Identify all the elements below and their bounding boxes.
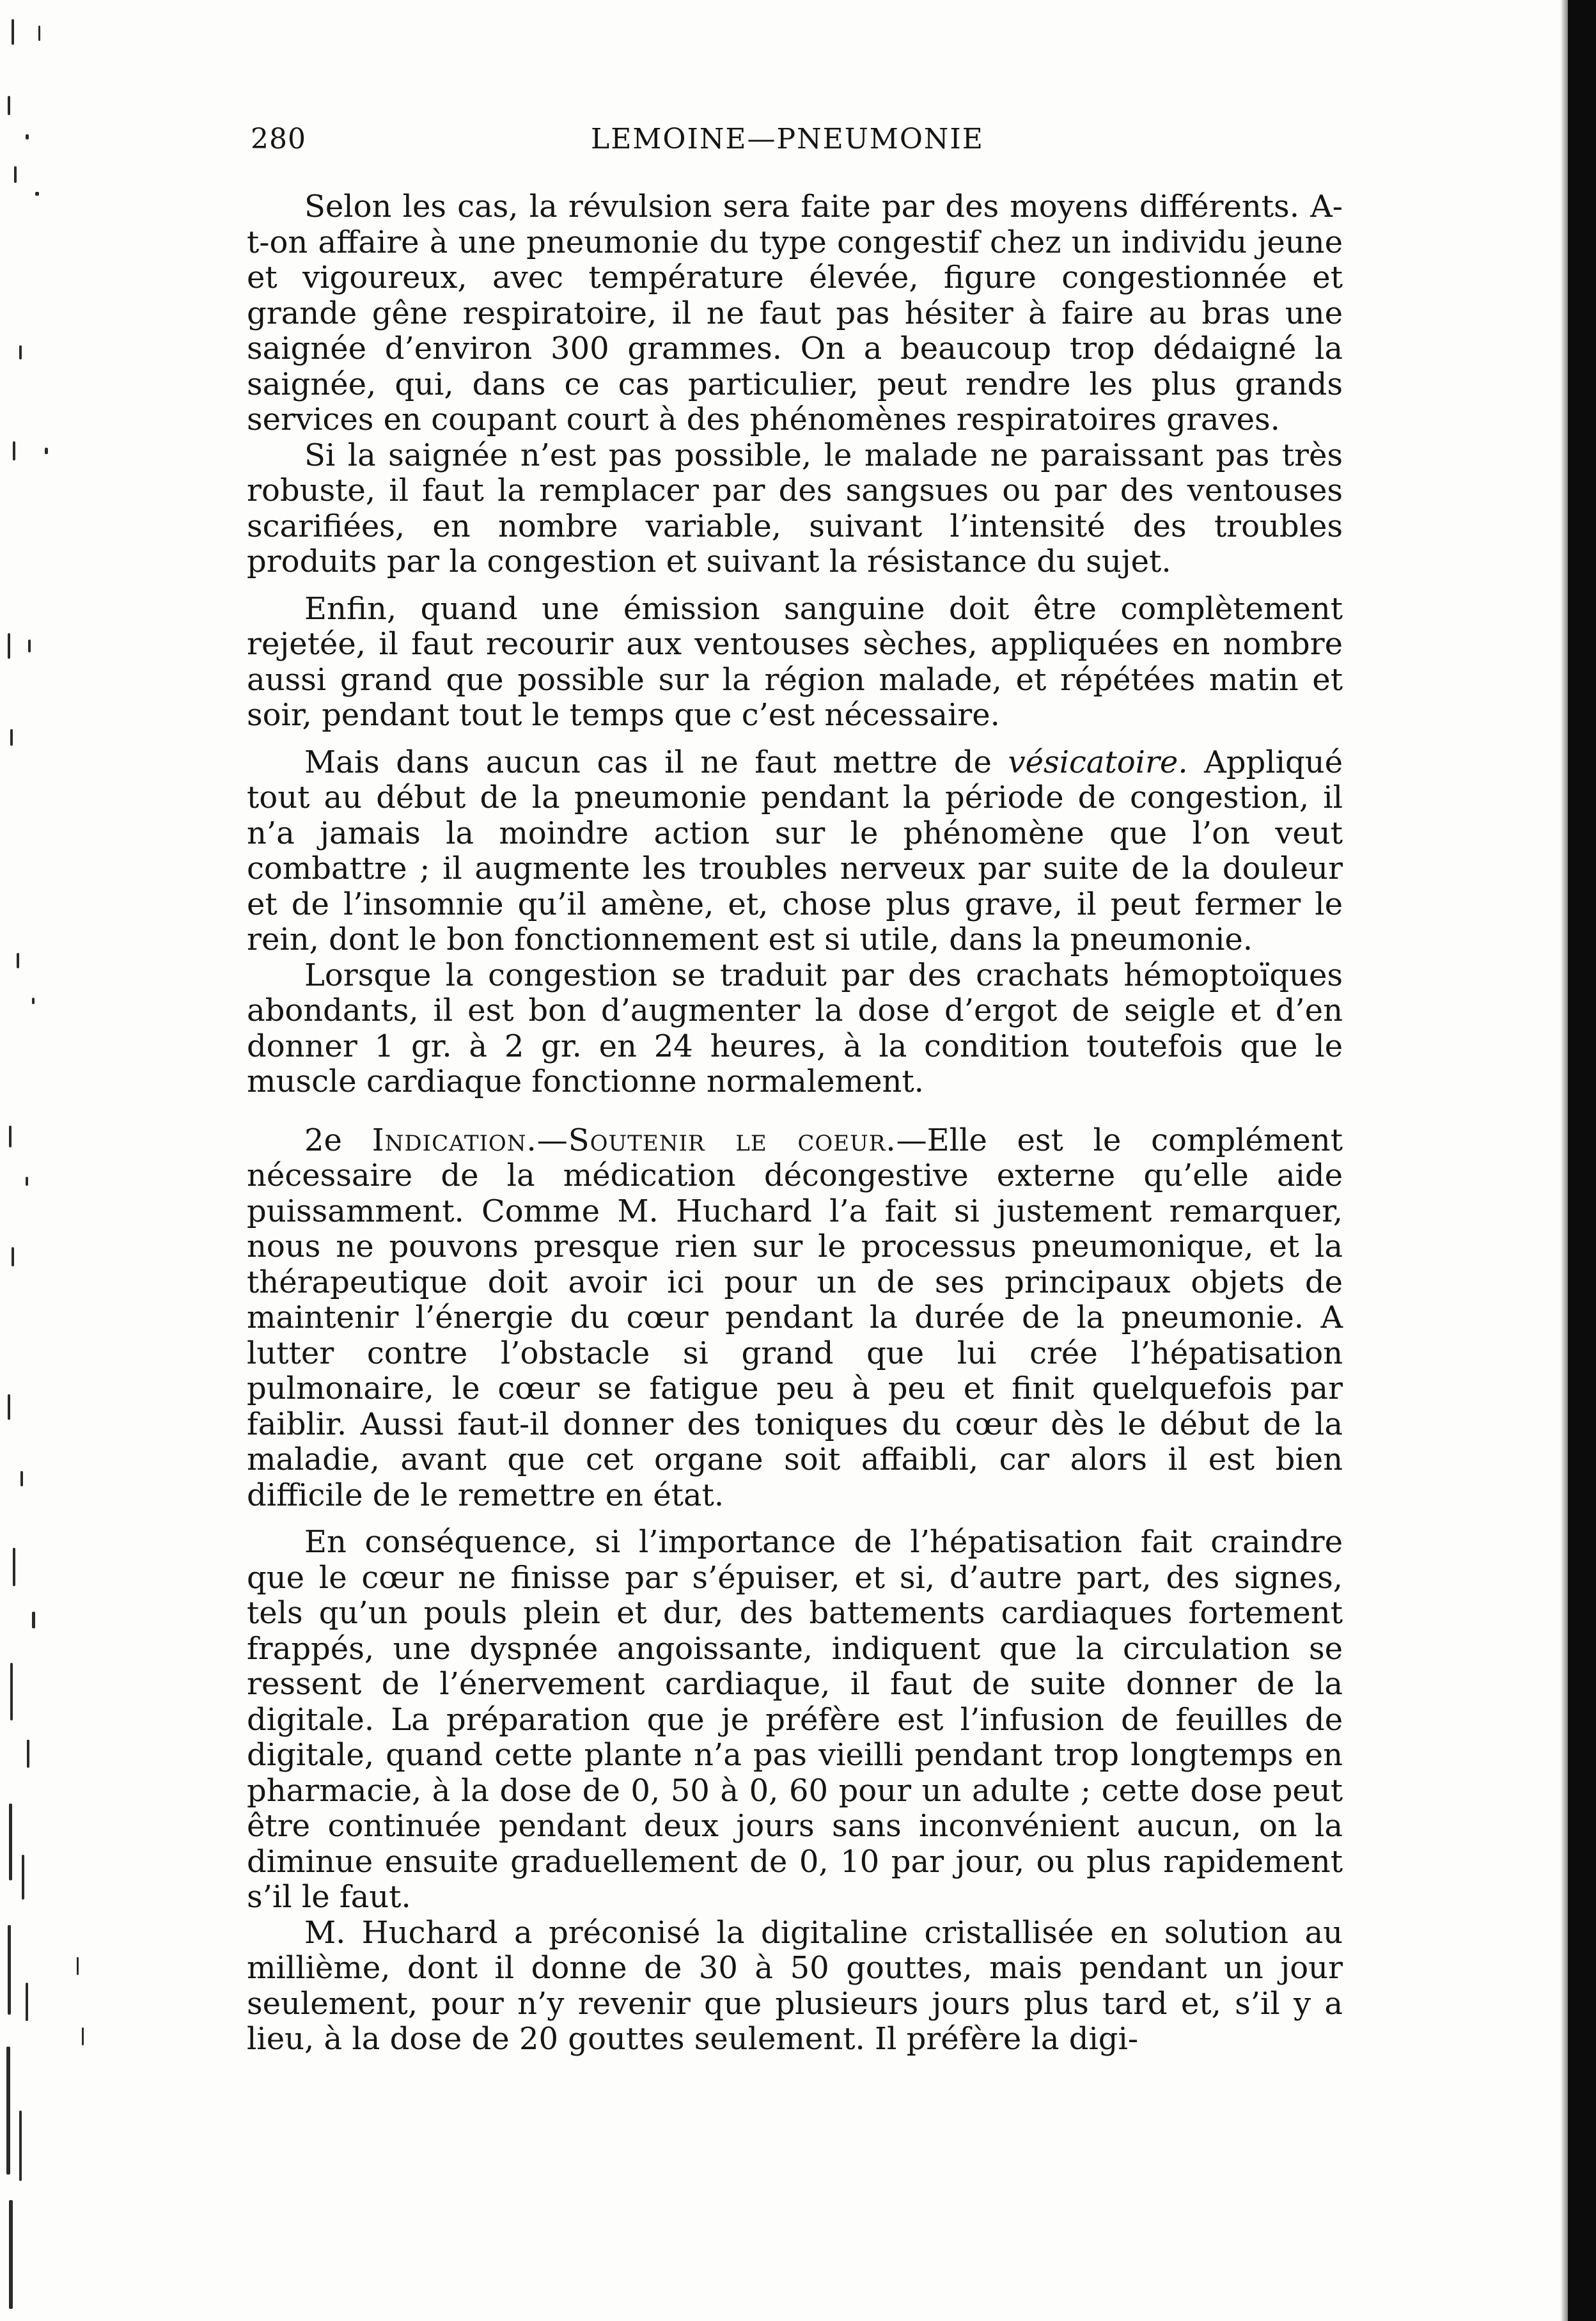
paragraph (247, 745, 1343, 958)
section-heading: Indication.—Soutenir le coeur. (372, 1122, 896, 1158)
paragraph-text: —Elle est le complément nécessaire de la médication décongestive externe qu’elle aide puissamment. Comme M. Huchard l’a fait si justement remarquer, nous ne pouvons presque rien sur le processus pneumonique, et la thérapeutique doit avoir ici pour un de ses principaux objets de maintenir l’énergie du cœur pendant la durée de la pneumonie. A lutter contre l’obstacle si grand que lui crée l’hépatisation pulmonaire, le cœur se fatigue peu à peu et finit quelquefois par faiblir. Aussi faut-il donner des toniques du cœur dès le début de la maladie, avant que cet organe soit affaibli, car alors il est bien difficile de le remettre en état. (247, 1122, 1343, 1513)
paragraph: Si la saignée n’est pas possible, le malade ne paraissant pas très robuste, il faut la remplacer par des sangsues ou par des ventouses scarifiées, en nombre variable, suivant l’intensité des troubles produits par la congestion et suivant la résistance du sujet. (247, 437, 1343, 579)
paragraph-text: Mais dans aucun cas il ne faut mettre de (304, 744, 1008, 780)
paragraph: Selon les cas, la révulsion sera faite par des moyens différents. A-t-on affaire à une pneumonie du type congestif chez un individu jeune et vigoureux, avec température élevée, figure congestionnée et grande gêne respiratoire, il ne faut pas hésiter à faire au bras une saignée d’environ 300 grammes. On a beaucoup trop dédaigné la saignée, qui, dans ce cas particulier, peut rendre les plus grands services en coupant court à des phénomènes respiratoires graves. (247, 189, 1343, 437)
running-title: LEMOINE—PNEUMONIE (591, 123, 984, 155)
italic-term: vésicatoire. (1008, 744, 1188, 780)
section-number: 2e (304, 1122, 372, 1158)
body-text (247, 189, 1343, 2057)
paragraph-text: Appliqué tout au début de la pneumonie pendant la période de congestion, il n’a jamais la moindre action sur le phénomène que l’on veut combattre ; il augmente les troubles nerveux par suite de la douleur et de l’insomnie qu’il amène, et, chose plus grave, il peut fermer le rein, dont le bon fonctionnement est si utile, dans la pneumonie. (247, 744, 1343, 957)
paragraph (247, 1123, 1343, 1514)
right-page-edge (1568, 0, 1596, 2321)
paragraph: Enfin, quand une émission sanguine doit être complètement rejetée, il faut recourir aux ventouses sèches, appliquées en nombre aussi grand que possible sur la région malade, et répétées matin et soir, pendant tout le temps que c’est nécessaire. (247, 590, 1343, 733)
page-header (251, 123, 1453, 161)
paragraph: Lorsque la congestion se traduit par des crachats hémoptoïques abondants, il est bon d’augmenter la dose d’ergot de seigle et d’en donner 1 gr. à 2 gr. en 24 heures, à la condition toutefois que le muscle cardiaque fonctionne normalement. (247, 957, 1343, 1099)
paragraph: M. Huchard a préconisé la digitaline cristallisée en solution au millième, dont il donne de 30 à 50 gouttes, mais pendant un jour seulement, pour n’y revenir que plusieurs jours plus tard et, s’il y a lieu, à la dose de 20 gouttes seulement. Il préfère la digi- (247, 1914, 1343, 2057)
left-page-edge (0, 0, 96, 2321)
page-number: 280 (251, 123, 306, 155)
paragraph: En conséquence, si l’importance de l’hépatisation fait craindre que le cœur ne finisse par s’épuiser, et si, d’autre part, des signes, tels qu’un pouls plein et dur, des battements cardiaques fortement frappés, une dyspnée angoissante, indiquent que la circulation se ressent de l’énervement cardiaque, il faut de suite donner de la digitale. La préparation que je préfère est l’infusion de feuilles de digitale, quand cette plante n’a pas vieilli pendant trop longtemps en pharmacie, à la dose de 0, 50 à 0, 60 pour un adulte ; cette dose peut être continuée pendant deux jours sans inconvénient aucun, on la diminue ensuite graduellement de 0, 10 par jour, ou plus rapidement s’il le faut. (247, 1524, 1343, 1915)
